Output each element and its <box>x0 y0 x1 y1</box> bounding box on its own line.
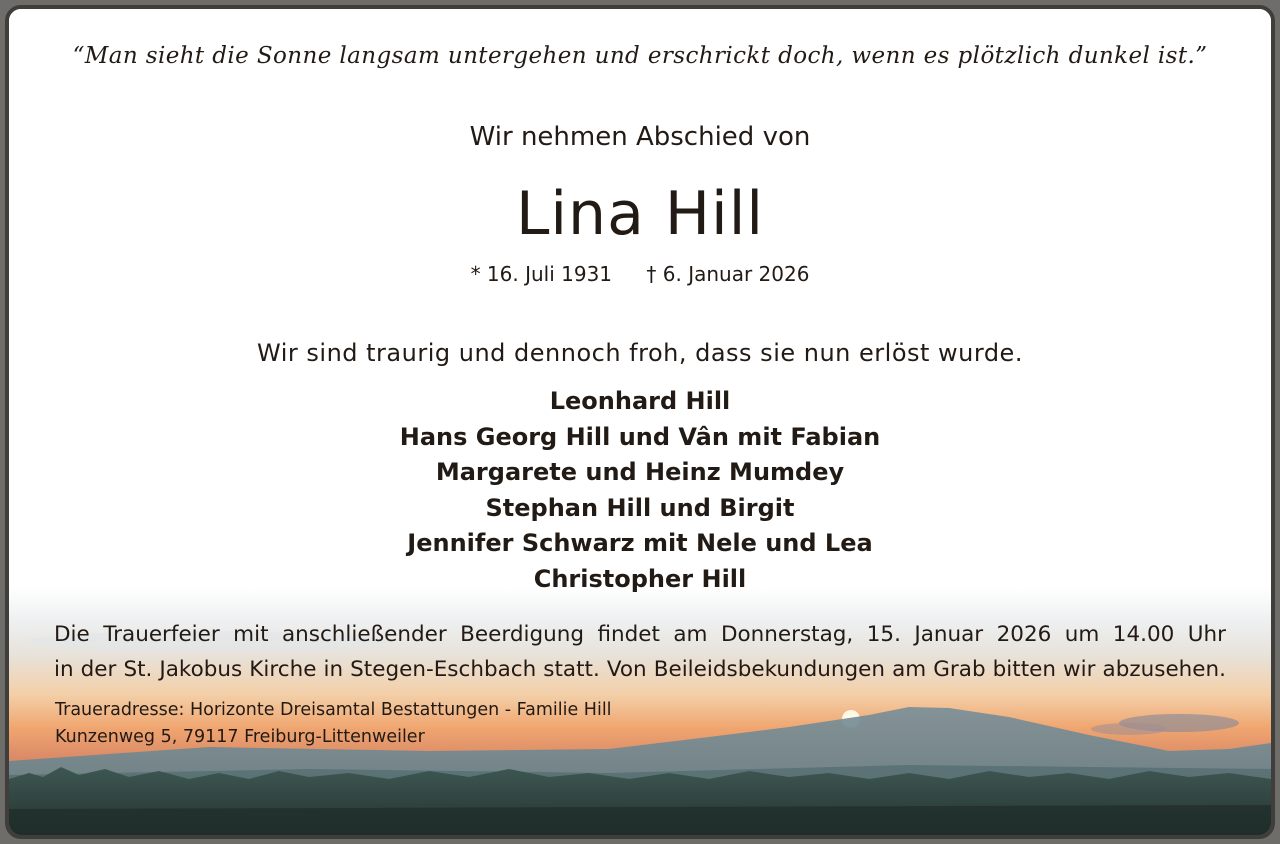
funeral-details-line: in der St. Jakobus Kirche in Stegen-Eschbach statt. Von Beileidsbekundungen am Grab bitten wir abzusehen. <box>54 657 1226 682</box>
death-date: † 6. Januar 2026 <box>646 262 810 286</box>
mourner-name: Hans Georg Hill und Vân mit Fabian <box>399 422 881 451</box>
deceased-name: Lina Hill <box>515 179 765 249</box>
mourner-name: Leonhard Hill <box>549 387 731 415</box>
mourner-name: Margarete und Heinz Mumdey <box>435 458 845 487</box>
life-dates <box>9 262 1271 286</box>
funeral-details <box>54 617 1226 687</box>
address-line: Traueradresse: Horizonte Dreisamtal Bestattungen - Familie Hill <box>55 700 612 720</box>
notice-content <box>9 9 1271 835</box>
farewell-intro: Wir nehmen Abschied von <box>469 122 811 152</box>
mourners-list <box>9 384 1271 598</box>
address-line: Kunzenweg 5, 79117 Freiburg-Littenweiler <box>55 727 425 747</box>
memorial-quote: “Man sieht die Sonne langsam untergehen und erschrickt doch, wenn es plötzlich dunkel ist.” <box>72 43 1208 69</box>
birth-date: * 16. Juli 1931 <box>470 262 613 286</box>
funeral-details-line: Die Trauerfeier mit anschließender Beerdigung findet am Donnerstag, 15. Januar 2026 um 14.00 Uhr <box>54 622 1226 647</box>
mourner-name: Jennifer Schwarz mit Nele und Lea <box>407 529 873 558</box>
mourner-name: Christopher Hill <box>533 564 747 593</box>
mourning-address <box>55 697 612 751</box>
obituary-notice <box>5 5 1275 839</box>
mourning-message: Wir sind traurig und dennoch froh, dass sie nun erlöst wurde. <box>257 339 1023 367</box>
mourner-name: Stephan Hill und Birgit <box>485 493 795 522</box>
